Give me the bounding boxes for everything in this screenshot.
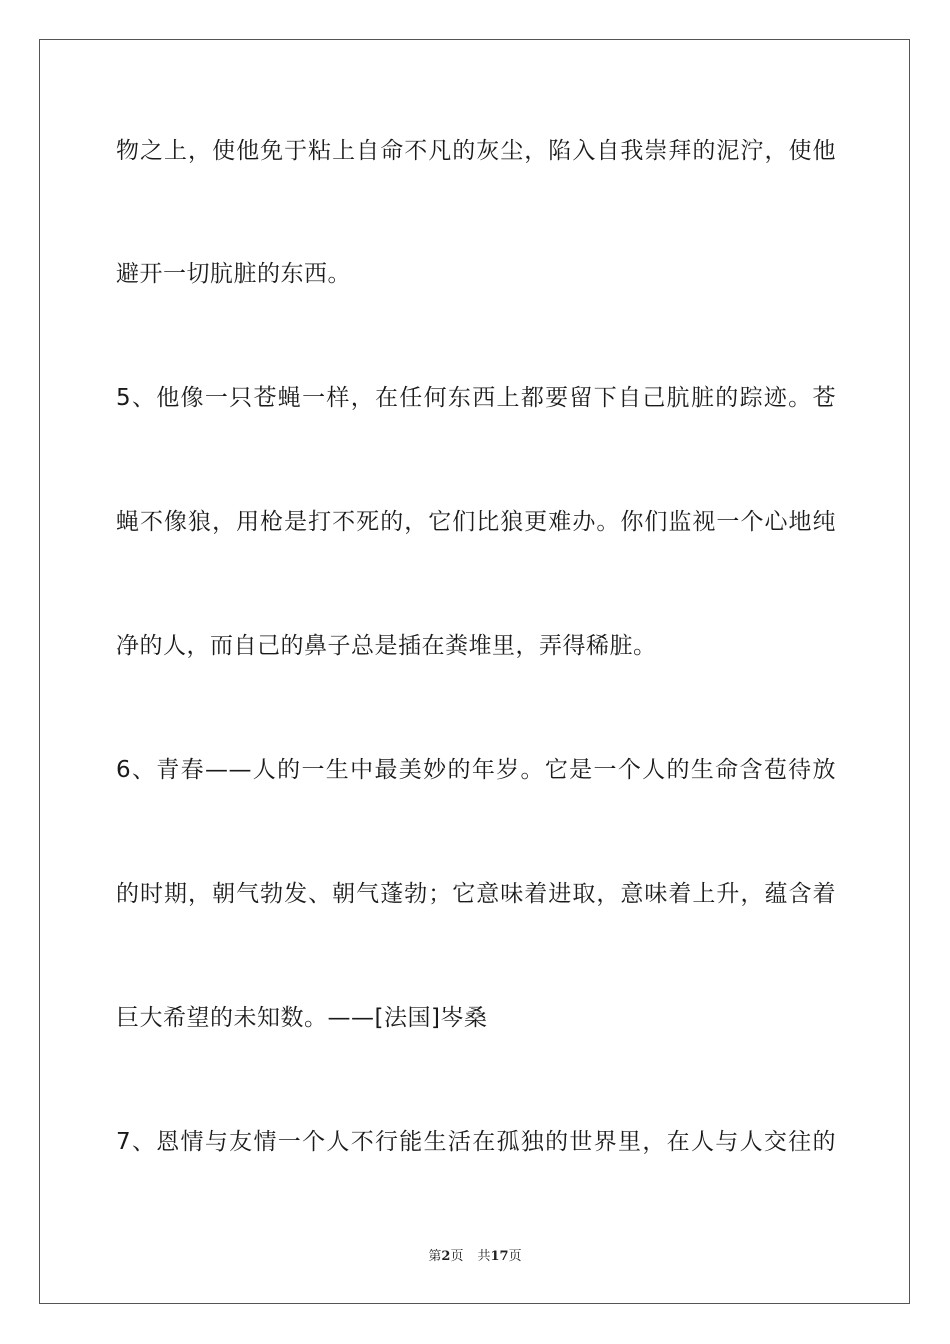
text-line: 6、青春——人的一生中最美妙的年岁。它是一个人的生命含苞待放 [116, 757, 836, 783]
text-line: 净的人，而自己的鼻子总是插在粪堆里，弄得稀脏。 [116, 633, 657, 659]
page-footer [0, 1248, 950, 1266]
text-line: 5、他像一只苍蝇一样，在任何东西上都要留下自己肮脏的踪迹。苍 [116, 385, 836, 411]
text-line: 巨大希望的未知数。——[法国]岑桑 [116, 1005, 488, 1031]
total-suffix: 页 [508, 1249, 522, 1264]
page-number: 2 [441, 1249, 451, 1264]
text-line: 避开一切肮脏的东西。 [116, 261, 351, 287]
page-border [39, 39, 910, 1304]
total-prefix: 共 [477, 1249, 491, 1264]
text-line: 7、恩情与友情一个人不行能生活在孤独的世界里，在人与人交往的 [116, 1129, 836, 1155]
page-prefix: 第 [428, 1249, 442, 1264]
total-pages: 17 [490, 1249, 509, 1264]
page-suffix: 页 [450, 1249, 464, 1264]
text-line: 物之上，使他免于粘上自命不凡的灰尘，陷入自我崇拜的泥泞，使他 [116, 138, 836, 164]
text-line: 蝇不像狼，用枪是打不死的，它们比狼更难办。你们监视一个心地纯 [116, 509, 836, 535]
text-line: 的时期，朝气勃发、朝气蓬勃；它意味着进取，意味着上升，蕴含着 [116, 881, 836, 907]
